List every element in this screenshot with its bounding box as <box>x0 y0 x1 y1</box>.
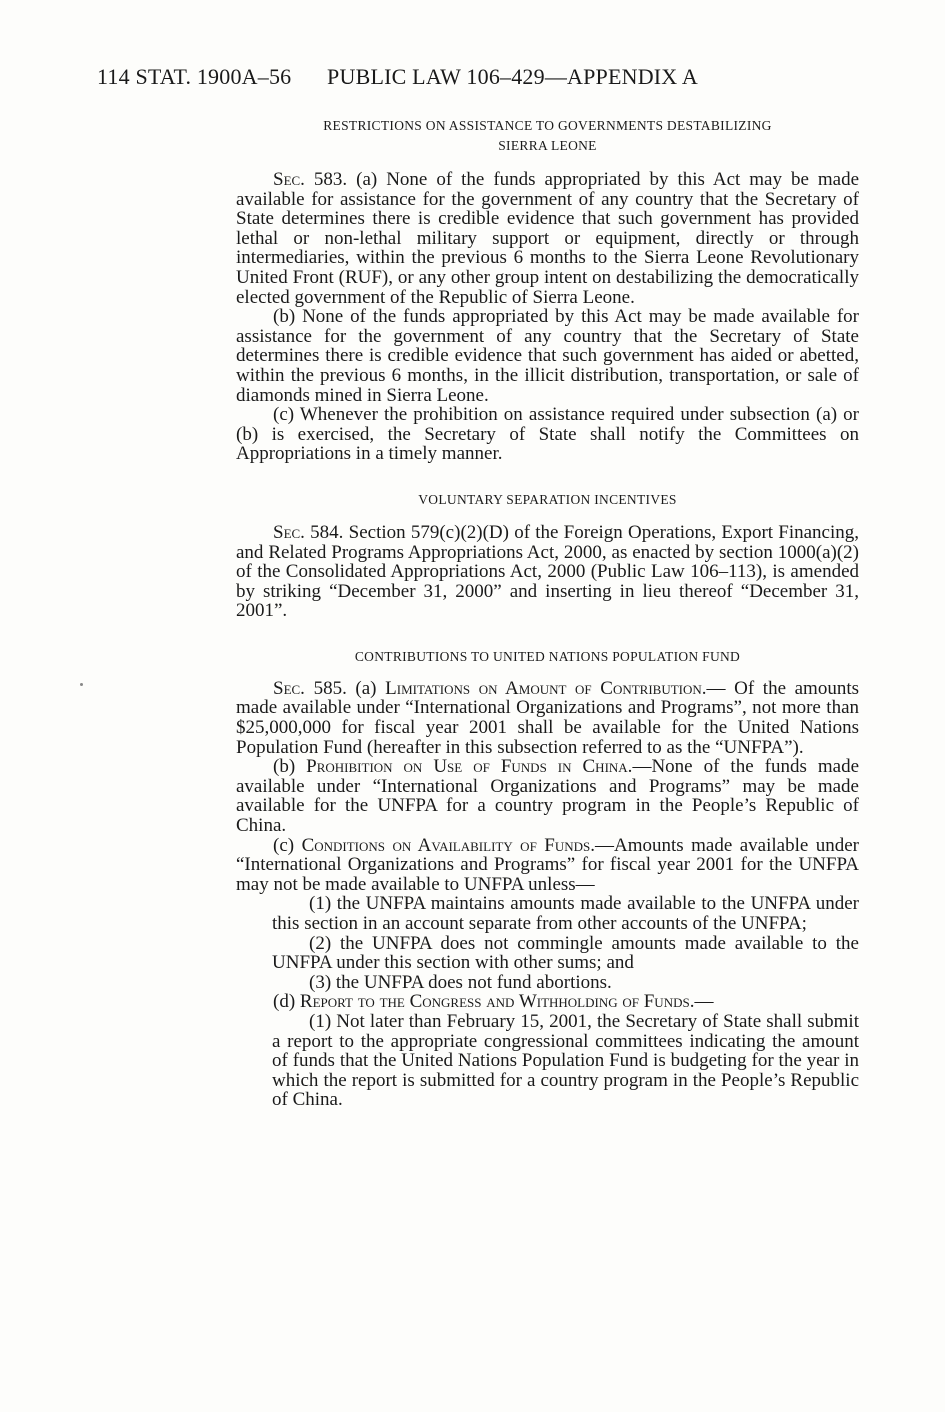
section-585-c-heading: Conditions on Availability of Funds. <box>301 834 595 856</box>
page-header <box>97 64 698 90</box>
section-585-d-1: (1) Not later than February 15, 2001, the Secretary of State shall submit a report to the appropriate congressional committees indicating the amount of funds that the United Nations Population Fund is budgeting for the year in which the report is submitted for a country program in the People’s Republic of China. <box>272 1010 859 1111</box>
section-585-d-prefix: (d) <box>273 991 296 1013</box>
section-583-caption-line1: RESTRICTIONS ON ASSISTANCE TO GOVERNMENTS DESTABILIZING <box>323 118 772 133</box>
section-585-a-text: Of the amounts made available under “International Organizations and Programs”, not more than $25,000,000 for fiscal year 2001 shall be available for the United Nations Population Fund (hereafter in this subsection referred to as the “UNFPA”). <box>236 677 860 758</box>
section-585-c-paragraphs <box>236 894 859 992</box>
section-585-c-prefix: (c) <box>273 834 295 856</box>
law-reference: PUBLIC LAW 106–429—APPENDIX A <box>327 64 698 89</box>
section-583-subsection-b: (b) None of the funds appropriated by this Act may be made available for assistance for the government of any country that the Secretary of State determines there is credible evidence that such government has aided or abetted, within the previous 6 months, in the illicit distribution, transportation, or sale of diamonds mined in Sierra Leone. <box>236 306 859 406</box>
section-583-subsection-c: (c) Whenever the prohibition on assistance required under subsection (a) or (b) is exercised, the Secretary of State shall notify the Committees on Appropriations in a timely manner. <box>236 404 859 465</box>
section-584-text <box>236 523 859 621</box>
section-585-b-text: —None of the funds made available under “International Organizations and Programs” may be made available for the UNFPA for a country program in the People’s Republic of China. <box>236 756 859 837</box>
section-585-c-3: (3) the UNFPA does not fund abortions. <box>309 971 612 993</box>
section-585-c-1: (1) the UNFPA maintains amounts made available to the UNFPA under this section in an account separate from other accounts of the UNFPA; <box>272 893 859 934</box>
section-label: Sec. <box>273 677 305 699</box>
section-585-a-prefix: 585. (a) <box>313 677 377 699</box>
margin-mark <box>80 683 83 686</box>
section-583-a-text: 583. (a) None of the funds appropriated by this Act may be made available for assistance for the government of any country that the Secretary of State determines there is credible evidence that such government has provided lethal or non-lethal military support or equipment, directly or through intermediaries, within the previous 6 months to the Sierra Leone Revolutionary United Front (RUF), or any other group intent on destabilizing the democratically elected government of the Republic of Sierra Leone. <box>236 169 860 308</box>
section-585-subsection-b <box>236 757 859 835</box>
section-585-subsection-d <box>236 992 859 1012</box>
section-label: Sec. <box>273 169 305 190</box>
section-label: Sec. <box>273 521 305 543</box>
section-585-c-2: (2) the UNFPA does not commingle amounts made available to the UNFPA under this section with other sums; and <box>272 932 859 974</box>
section-583-caption-line2: SIERRA LEONE <box>498 138 597 153</box>
section-585-b-heading: Prohibition on Use of Funds in China. <box>306 756 633 778</box>
section-583-caption <box>236 116 859 156</box>
section-585-caption: CONTRIBUTIONS TO UNITED NATIONS POPULATION FUND <box>354 648 741 664</box>
section-584-caption: VOLUNTARY SEPARATION INCENTIVES <box>418 491 677 507</box>
section-585-subsection-a <box>236 679 859 757</box>
section-585-c-text: —Amounts made available under “International Organizations and Programs” for fiscal year 2001 for the UNFPA may not be made available to UNFPA unless— <box>236 834 860 895</box>
section-583-subsection-a <box>236 170 859 307</box>
section-585-subsection-c <box>236 836 859 895</box>
stat-reference: 114 STAT. 1900A–56 <box>97 64 292 89</box>
section-585-d-heading: Report to the Congress and Withholding of Funds.— <box>299 991 714 1013</box>
document-body <box>236 116 859 1110</box>
section-585-b-prefix: (b) <box>273 756 296 778</box>
section-585-d-paragraphs <box>236 1012 859 1110</box>
section-585-a-heading: Limitations on Amount of Contribution.— <box>385 677 726 699</box>
section-584-body: 584. Section 579(c)(2)(D) of the Foreign Operations, Export Financing, and Related Programs Appropriations Act, 2000, as enacted by section 1000(a)(2) of the Consolidated Appropriations Act, 2000 (Public Law 106–113), is amended by striking “December 31, 2000” and inserting in lieu thereof “December 31, 2001”. <box>236 521 860 622</box>
